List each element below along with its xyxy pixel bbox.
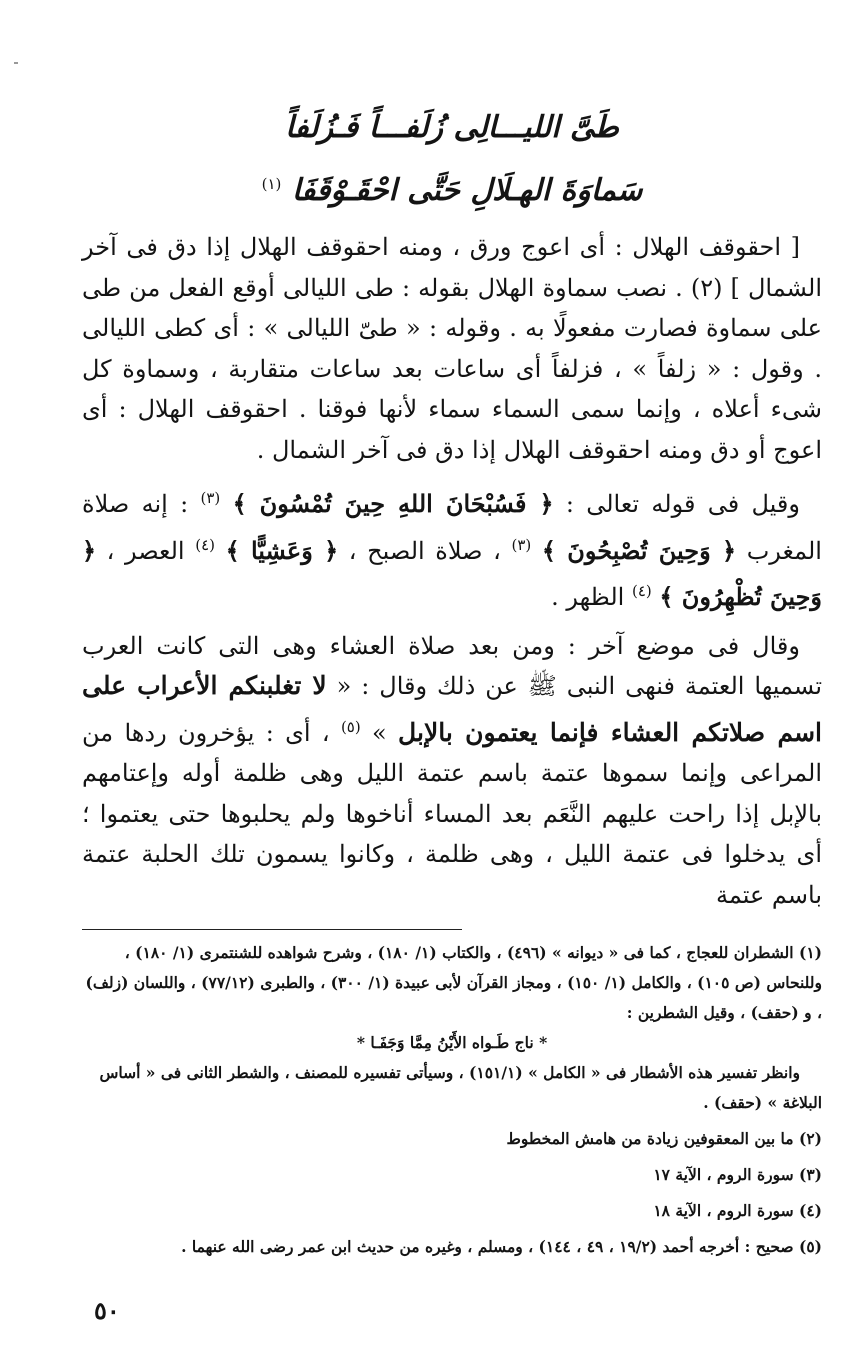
verse-line-2: [82, 156, 822, 219]
poem-verse: [82, 100, 822, 219]
footnotes: [82, 938, 822, 1262]
quran-quote: ﴿ وَحِينَ تُظْهِرُونَ ﴾: [82, 535, 822, 611]
text-run: »: [360, 718, 387, 747]
text-run: ، أى : يؤخرون ردها من المراعى وإنما سموها عتمة باسم عتمة الليل وهى ظلمة أوله وإعتامهم بالإبل إذا راحت عليهم النَّعَم بعد المساء أناخوها ولم يحلبوها حتى يعتموا ؛ أى يدخلوا فى عتمة الليل ، وهى ظلمة ، وكانوا يسمون تلك الحلبة عتمة باسم عتمة: [82, 718, 823, 909]
footnote-2: (٢) ما بين المعقوفين زيادة من هامش المخطوط: [506, 1129, 822, 1148]
quran-quote: ﴿ وَحِينَ تُصْبِحُونَ ﴾: [541, 535, 737, 565]
footnote-5: (٥) صحيح : أخرجه أحمد (١٩/٢ ، ٤٩ ، ١٤٤) ، ومسلم ، وغيره من حديث ابن عمر رضى الله عنهما .: [181, 1237, 822, 1256]
footnote-ref: (٣): [200, 489, 221, 507]
footnote-divider: [82, 929, 462, 930]
footnote-ref: (٥): [340, 717, 361, 736]
text-run: وقال فى موضع آخر : ومن بعد صلاة العشاء وهى التى كانت العرب تسميها العتمة فنهى النبى ﷺ عن ذلك وقال : «: [82, 631, 822, 700]
text-run: الظهر .: [551, 583, 625, 611]
quran-quote: ﴿ وَعَشِيًّا ﴾: [225, 535, 339, 565]
footnote-1: (١) الشطران للعجاج ، كما فى « ديوانه » (٤٩٦) ، والكتاب (١/ ١٨٠) ، وشرح شواهده للشنتمرى (١/ ١٨٠) ، وللنحاس (ص ١٠٥) ، والكامل (١/ ١٥٠) ، ومجاز القرآن لأبى عبيدة (١/ ٣٠٠) ، والطبرى (٧٧/١٢) ، واللسان (زلف) ، و (حقف) ، وقيل الشطرين :: [85, 943, 822, 1022]
footnote-4: (٤) سورة الروم ، الآية ١٨: [653, 1201, 822, 1220]
verse-line-1: طَىَّ الليـــالِى زُلَفـــاً فَـزُلَفاً: [285, 110, 619, 145]
paragraph-1: [ احقوقف الهلال : أى اعوج ورق ، ومنه احقوقف الهلال إذا دق فى آخر الشمال ] (٢) . نصب سماوة الهلال بقوله : طى الليالى أوقع الفعل من طى على سماوة فصارت مفعولًا به . وقوله : « طىّ الليالى » : أى كطى الليالى . وقول : « زلفاً » ، فزلفاً أى ساعات بعد ساعات متقاربة ، وسماوة كل شىء أعلاه ، وإنما سمى السماء سماء لأنها فوقنا . احقوقف الهلال : أى اعوج أو دق ومنه احقوقف الهلال إذا دق فى آخر الشمال .: [82, 233, 823, 464]
verse-line-2-text: سَماوَةَ الهـلَالِ حَتَّى احْقَـوْقَفَا: [291, 173, 643, 208]
footnote-ref: (٤): [195, 535, 215, 554]
paragraph-2: [82, 478, 822, 618]
page-number: ٥٠: [94, 1296, 120, 1325]
page-content: [82, 100, 822, 1262]
main-text: [82, 227, 822, 915]
paragraph-3: [82, 626, 822, 916]
hadith-quote: لا تغلبنكم الأعراب على اسم صلاتكم العشاء فإنما يعتمون بالإبل: [82, 671, 822, 747]
footnote-ref: (٤): [631, 582, 652, 600]
text-run: ، صلاة الصبح ،: [338, 536, 501, 565]
footnote-3: (٣) سورة الروم ، الآية ١٧: [653, 1165, 822, 1184]
text-run: العصر ،: [96, 536, 185, 565]
footnote-ref: (١): [261, 175, 282, 193]
text-run: وقيل فى قوله تعالى :: [553, 490, 800, 518]
footnote-1-verse: * ناج طَـواه الأَيْنُ مِمَّا وَجَفَـا *: [356, 1033, 548, 1052]
scan-mark: [14, 62, 18, 64]
text-run: : إنه صلاة المغرب: [82, 490, 822, 565]
quran-quote: ﴿ فَسُبْحَانَ اللهِ حِينَ تُمْسُونَ ﴾: [232, 489, 554, 518]
footnote-1-continued: وانظر تفسير هذه الأشطار فى « الكامل » (١٥١/١) ، وسيأتى تفسيره للمصنف ، والشطر الثانى فى « أساس البلاغة » (حقف) .: [99, 1063, 822, 1112]
footnote-ref: (٣): [511, 535, 532, 554]
